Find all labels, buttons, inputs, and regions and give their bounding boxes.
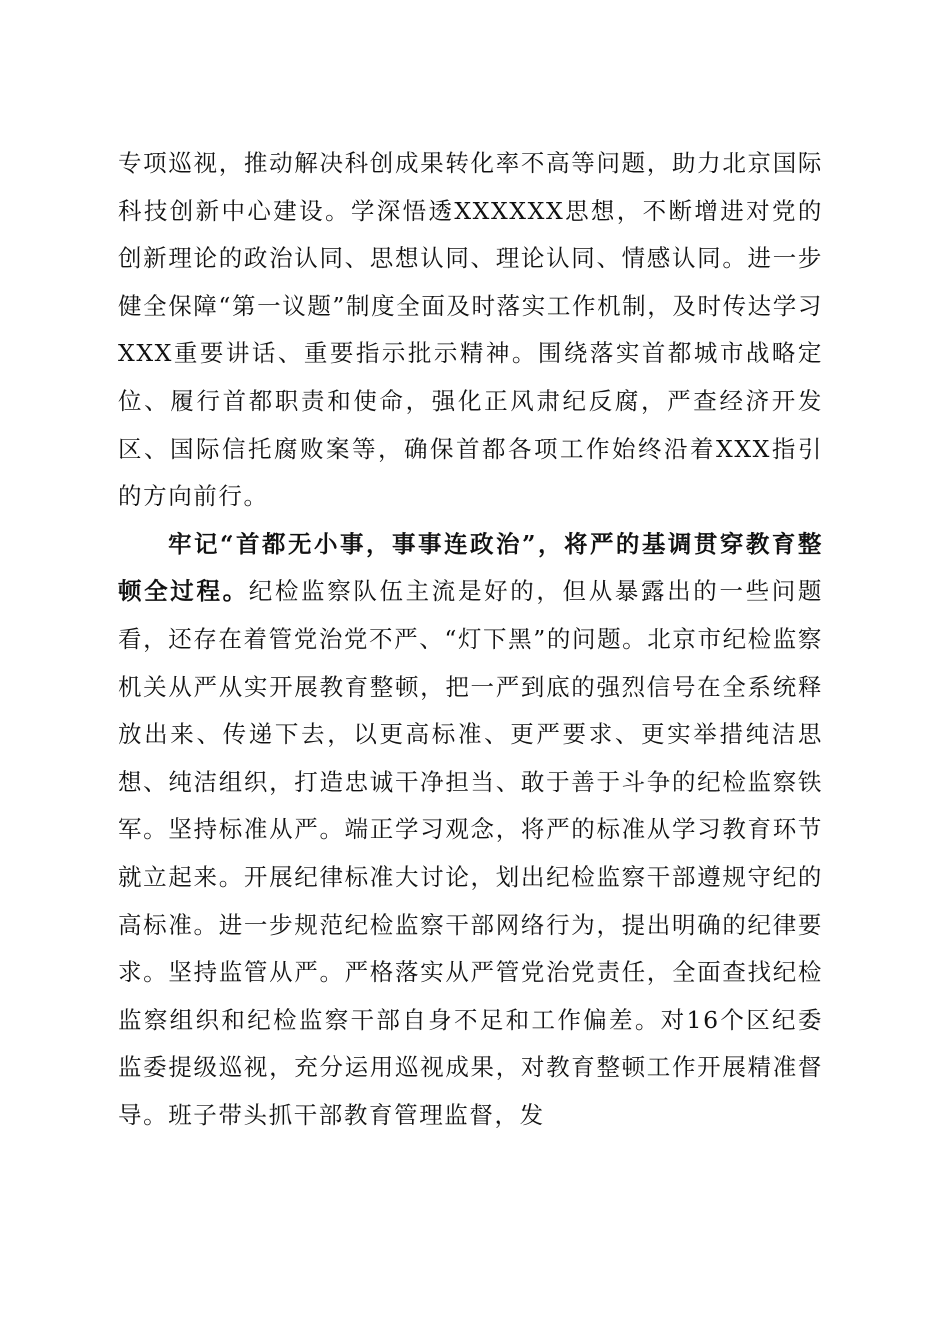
paragraph-1-text: 专项巡视，推动解决科创成果转化率不高等问题，助力北京国际科技创新中心建设。学深悟透XXXXXX思想，不断增进对党的创新理论的政治认同、思想认同、理论认同、情感认同。进一步健全保障“第一议题”制度全面及时落实工作机制，及时传达学习XXX重要讲话、重要指示批示精神。围绕落实首都城市战略定位、履行首都职责和使命，强化正风肃纪反腐，严查经济开发区、国际信托腐败案等，确保首都各项工作始终沿着XXX指引的方向前行。 [118, 149, 823, 511]
paragraph-1 [118, 140, 823, 521]
paragraph-2-text: 纪检监察队伍主流是好的，但从暴露出的一些问题看，还存在着管党治党不严、“灯下黑”的问题。北京市纪检监察机关从严从实开展教育整顿，把一严到底的强烈信号在全系统释放出来、传递下去，以更高标准、更严要求、更实举措纯洁思想、纯洁组织，打造忠诚干净担当、敢于善于斗争的纪检监察铁军。坚持标准从严。端正学习观念，将严的标准从学习教育环节就立起来。开展纪律标准大讨论，划出纪检监察干部遵规守纪的高标准。进一步规范纪检监察干部网络行为，提出明确的纪律要求。坚持监管从严。严格落实从严管党治党责任，全面查找纪检监察组织和纪检监察干部自身不足和工作偏差。对16个区纪委监委提级巡视，充分运用巡视成果，对教育整顿工作开展精准督导。班子带头抓干部教育管理监督，发 [118, 577, 823, 1129]
document-body [118, 140, 823, 1139]
paragraph-2-lead: 牢记“首都无小事，事事连政治”，将严的基调贯穿教育整顿全过程。 [118, 529, 823, 606]
paragraph-2 [118, 521, 823, 1140]
